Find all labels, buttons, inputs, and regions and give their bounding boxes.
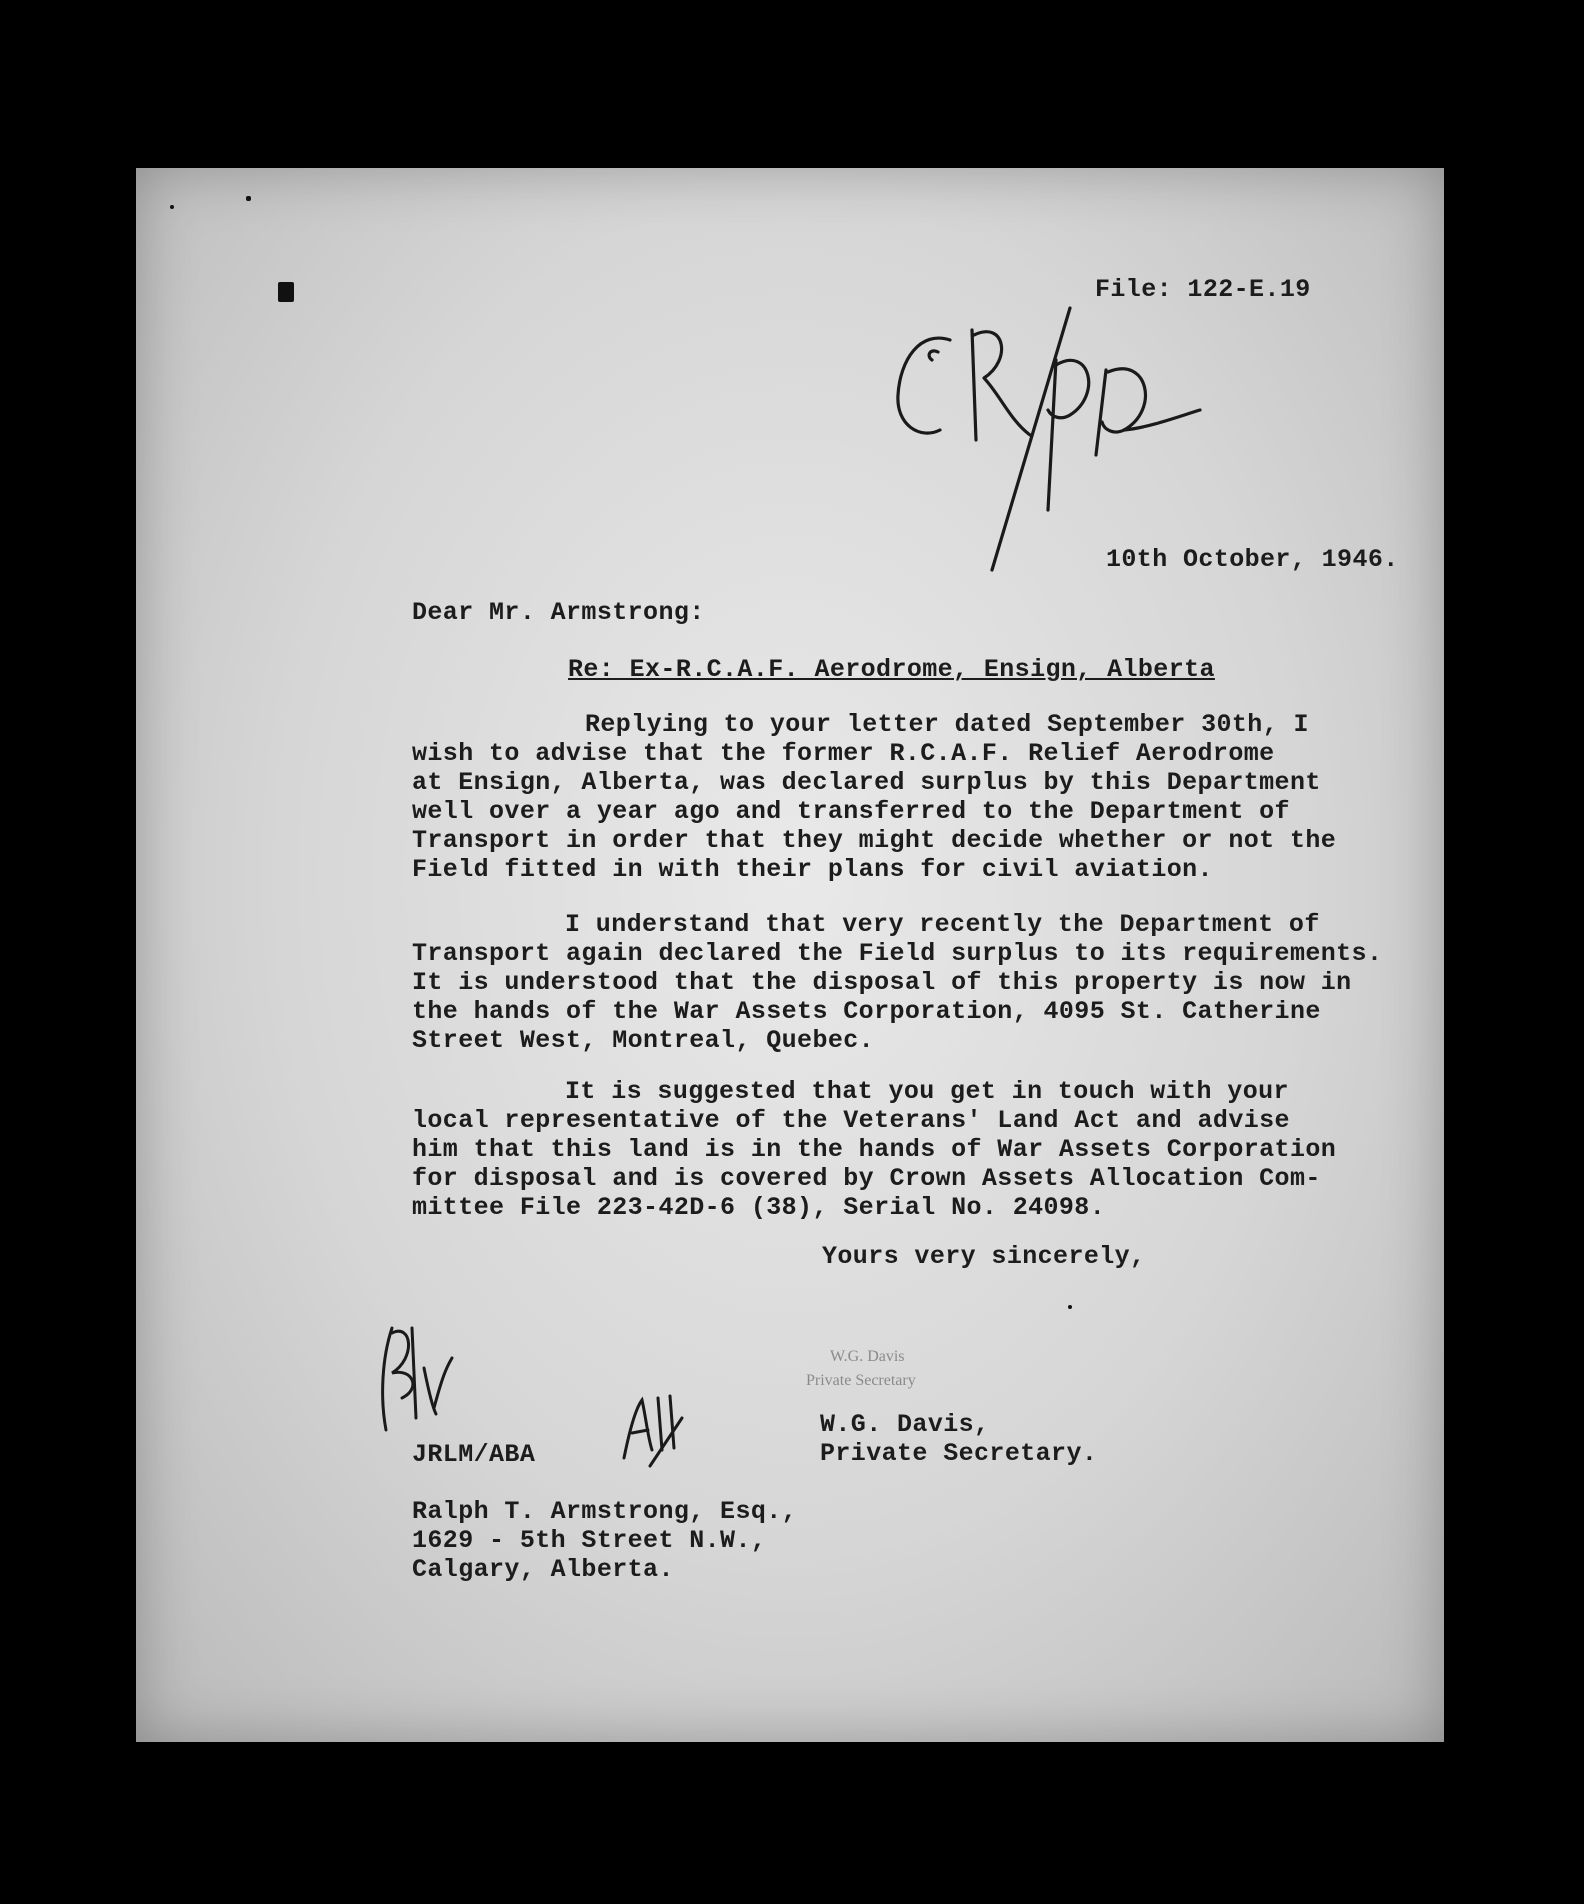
paragraph-1-line: wish to advise that the former R.C.A.F. Relief Aerodrome <box>412 739 1275 768</box>
salutation: Dear Mr. Armstrong: <box>412 598 705 627</box>
dust-speck <box>1068 1305 1072 1309</box>
letter-date: 10th October, 1946. <box>1106 545 1399 574</box>
dust-speck <box>246 196 251 201</box>
signatory-name: W.G. Davis, <box>820 1410 990 1439</box>
recipient-name: Ralph T. Armstrong, Esq., <box>412 1497 798 1526</box>
paragraph-3-line: mittee File 223-42D-6 (38), Serial No. 24098. <box>412 1193 1106 1222</box>
closing: Yours very sincerely, <box>822 1242 1146 1271</box>
paragraph-1-line: at Ensign, Alberta, was declared surplus by this Department <box>412 768 1321 797</box>
recipient-city: Calgary, Alberta. <box>412 1555 674 1584</box>
paragraph-2-line: Transport again declared the Field surplus to its requirements. <box>412 939 1383 968</box>
paragraph-3-line: It is suggested that you get in touch with your <box>565 1077 1289 1106</box>
file-reference: File: 122-E.19 <box>1095 275 1311 304</box>
paragraph-2-line: Street West, Montreal, Quebec. <box>412 1026 875 1055</box>
punch-mark <box>278 282 294 302</box>
recipient-street: 1629 - 5th Street N.W., <box>412 1526 767 1555</box>
handwritten-signature-mark <box>372 1318 472 1438</box>
paragraph-1-line: Transport in order that they might decide whether or not the <box>412 826 1337 855</box>
paragraph-3-line: for disposal and is covered by Crown Assets Allocation Com- <box>412 1164 1321 1193</box>
handwritten-initials-mark <box>612 1388 702 1468</box>
paragraph-3-line: local representative of the Veterans' Land Act and advise <box>412 1106 1290 1135</box>
paragraph-2-line: It is understood that the disposal of this property is now in <box>412 968 1352 997</box>
handwritten-initials <box>880 300 1220 580</box>
subject-line: Re: Ex-R.C.A.F. Aerodrome, Ensign, Alberta <box>568 655 1215 684</box>
signature-stamp-name: W.G. Davis <box>830 1348 905 1365</box>
signatory-title: Private Secretary. <box>820 1439 1098 1468</box>
dust-speck <box>170 205 174 209</box>
paragraph-2-line: the hands of the War Assets Corporation, 4095 St. Catherine <box>412 997 1321 1026</box>
paragraph-1-line: well over a year ago and transferred to the Department of <box>412 797 1290 826</box>
paragraph-2-line: I understand that very recently the Department of <box>565 910 1320 939</box>
paragraph-3-line: him that this land is in the hands of War Assets Corporation <box>412 1135 1337 1164</box>
reference-initials: JRLM/ABA <box>412 1440 536 1469</box>
paragraph-1-line: Replying to your letter dated September 30th, I <box>585 710 1309 739</box>
paragraph-1-line: Field fitted in with their plans for civil aviation. <box>412 855 1213 884</box>
signature-stamp-title: Private Secretary <box>806 1372 916 1389</box>
